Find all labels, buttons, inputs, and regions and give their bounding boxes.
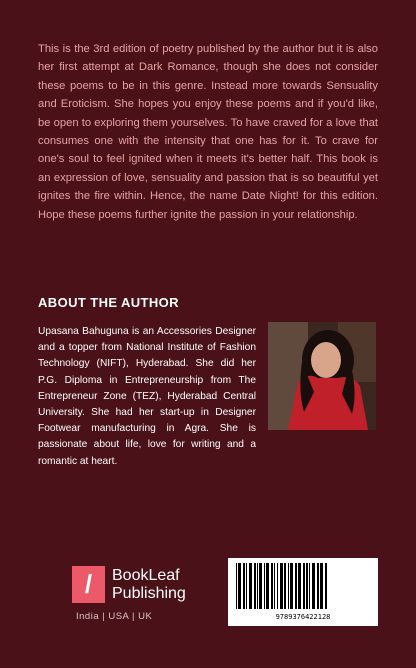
publisher-brand	[72, 566, 186, 603]
bookleaf-logo-icon: /	[72, 566, 105, 603]
author-bio: Upasana Bahuguna is an Accessories Designer and a topper from National Institute of Fashion Technology (NIFT), Hyderabad. She did her P.G. Diploma in Entrepreneurship from The Entrepreneur Zone (TEZ), Hyderabad Central University. She had her start-up in Designer Footwear manufacturing in Agra. She is passionate about life, love for writing and a romantic at heart.	[38, 326, 256, 467]
publisher-name-line2: Publishing	[112, 584, 186, 602]
isbn-barcode	[228, 558, 378, 626]
publisher-regions: India | USA | UK	[76, 611, 153, 622]
barcode-bars-icon	[234, 563, 372, 609]
back-cover-blurb: This is the 3rd edition of poetry published by the author but it is also her first attempt at Dark Romance, though she does not consider these poems to be in this genre. Instead more towards Sensuality and Eroticism. She hopes you enjoy these poems and if you'd like, be open to exploring them yourselves. To have craved for a love that consumes one with the intensity that one has for it. To crave for one's soul to feel ignited when it meets it's better half. This book is an expression of love, sensuality and passion that is so beautiful yet ignites the fire within. Hence, the name Date Night! for this edition. Hope these poems further ignite the passion in your relationship.	[38, 43, 378, 221]
about-author-heading: ABOUT THE AUTHOR	[38, 295, 179, 310]
author-photo	[268, 322, 376, 430]
publisher-name-line1: BookLeaf	[112, 566, 180, 584]
isbn-number: 9789376422128	[275, 613, 331, 621]
